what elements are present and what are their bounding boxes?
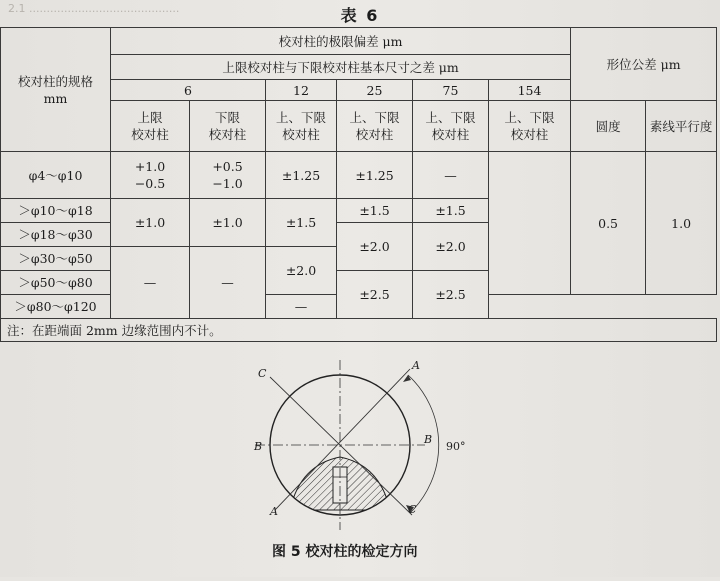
d154-cell-empty: [489, 152, 571, 295]
roundness-cell: 0.5: [571, 152, 646, 295]
upper-gauge-header: 上限 校对柱: [111, 101, 190, 152]
table-title: 表 6: [340, 6, 380, 25]
size-header-154: 154: [489, 80, 571, 101]
label-angle: 90°: [446, 440, 466, 453]
both-gauge-header-25: 上、下限 校对柱: [337, 101, 413, 152]
d12-cell: ±1.25: [266, 152, 337, 199]
limit-deviation-header: 校对柱的极限偏差 μm: [111, 28, 571, 55]
upper-6-cell: +1.0 −0.5: [111, 152, 190, 199]
d25-cell: ±2.0: [337, 223, 413, 271]
spec-cell: ＞φ18～φ30: [1, 223, 111, 247]
label-c-bottom: C: [408, 503, 417, 516]
d75-cell: ±1.5: [413, 199, 489, 223]
size-header-25: 25: [337, 80, 413, 101]
upper-6-cell: —: [111, 247, 190, 319]
spec-cell: ＞φ10～φ18: [1, 199, 111, 223]
form-tolerance-header: 形位公差 μm: [571, 28, 717, 101]
spec-table: [0, 27, 717, 342]
lower-6-cell: —: [190, 247, 266, 319]
label-a-top: A: [412, 359, 420, 372]
bleed-through-text: 2.1 ...........................................: [8, 2, 180, 15]
upper-6-cell: ±1.0: [111, 199, 190, 247]
both-gauge-header-75: 上、下限 校对柱: [413, 101, 489, 152]
size-header-12: 12: [266, 80, 337, 101]
basic-size-diff-header: 上限校对柱与下限校对柱基本尺寸之差 μm: [111, 55, 571, 80]
size-header-75: 75: [413, 80, 489, 101]
roundness-header: 圆度: [571, 101, 646, 152]
spec-cell: ＞φ30～φ50: [1, 247, 111, 271]
label-b-right: B: [424, 433, 433, 446]
figure-caption: 图 5 校对柱的检定方向: [272, 544, 418, 560]
spec-header-unit: mm: [43, 90, 68, 106]
d25-cell: ±1.5: [337, 199, 413, 223]
d75-cell: ±2.0: [413, 223, 489, 271]
spec-cell: ＞φ80～φ120: [1, 295, 111, 319]
straightness-cell: 1.0: [646, 152, 717, 295]
d25-cell: ±1.25: [337, 152, 413, 199]
label-a-bottom: A: [270, 505, 278, 518]
spec-header-cell: [1, 28, 111, 152]
d12-cell: —: [266, 295, 337, 319]
d75-cell: —: [413, 152, 489, 199]
d12-cell: ±1.5: [266, 199, 337, 247]
lower-gauge-header: 下限 校对柱: [190, 101, 266, 152]
d25-cell: ±2.5: [337, 271, 413, 319]
table-note: 注：在距端面 2mm 边缘范围内不计。: [1, 319, 717, 342]
spec-header-label: 校对柱的规格: [17, 73, 93, 89]
label-c-top: C: [258, 367, 267, 380]
d75-cell: ±2.5: [413, 271, 489, 319]
size-header-6: 6: [111, 80, 266, 101]
label-b-left: B: [254, 440, 263, 453]
both-gauge-header-154: 上、下限 校对柱: [489, 101, 571, 152]
lower-6-cell: ±1.0: [190, 199, 266, 247]
d12-cell: ±2.0: [266, 247, 337, 295]
spec-cell: φ4～φ10: [1, 152, 111, 199]
straightness-header: 素线平行度: [646, 101, 717, 152]
spec-cell: ＞φ50～φ80: [1, 271, 111, 295]
arc-arrow-top: [403, 375, 411, 382]
lower-6-cell: +0.5 −1.0: [190, 152, 266, 199]
both-gauge-header-12: 上、下限 校对柱: [266, 101, 337, 152]
